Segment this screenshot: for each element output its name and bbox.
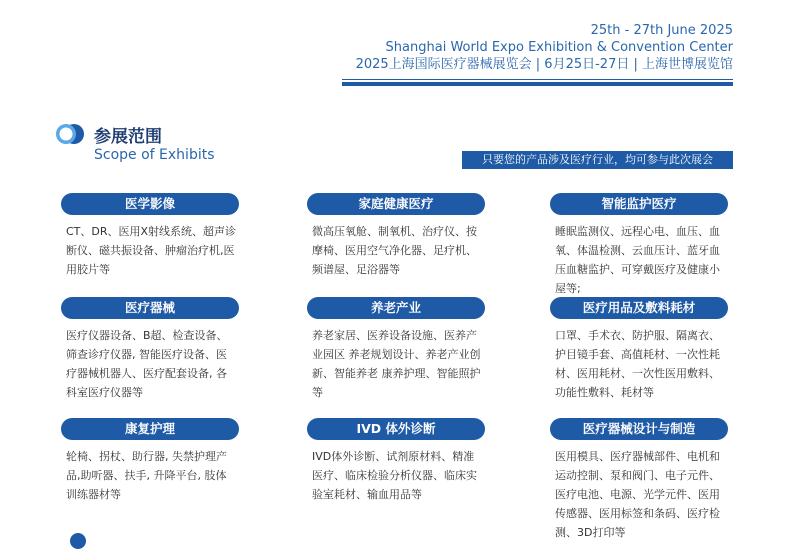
next-section-bullet-icon xyxy=(70,533,86,549)
section-bullet-icon xyxy=(54,123,86,145)
category-card xyxy=(307,418,485,504)
category-title: 医疗器械设计与制造 xyxy=(550,418,728,440)
event-venue: Shanghai World Expo Exhibition & Convention Center xyxy=(385,40,733,55)
category-card xyxy=(550,418,728,542)
category-description: 医用模具、医疗器械部件、电机和运动控制、泵和阀门、电子元件、医疗电池、电源、光学元件、医用传感器、医用标签和条码、医疗检测、3D打印等 xyxy=(555,450,720,539)
category-description: 微高压氧舱、制氧机、治疗仪、按摩椅、医用空气净化器、足疗机、频谱屋、足浴器等 xyxy=(312,225,477,276)
event-dates: 25th - 27th June 2025 xyxy=(590,23,733,38)
category-card xyxy=(61,297,239,402)
category-card xyxy=(550,193,728,298)
category-title: 养老产业 xyxy=(307,297,485,319)
section-subtitle: Scope of Exhibits xyxy=(94,147,215,163)
category-title: 医疗用品及敷料耗材 xyxy=(550,297,728,319)
category-title: 家庭健康医疗 xyxy=(307,193,485,215)
category-card xyxy=(307,297,485,402)
header-divider-thin xyxy=(342,79,733,80)
category-card xyxy=(307,193,485,279)
category-description: 睡眠监测仪、远程心电、血压、血氧、体温检测、云血压计、蓝牙血压血糖监护、可穿戴医疗及健康小屋等; xyxy=(555,225,720,295)
event-line-zh: 2025上海国际医疗器械展览会 | 6月25日-27日 | 上海世博展览馆 xyxy=(355,57,733,72)
category-description: IVD体外诊断、试剂原材料、精准医疗、临床检验分析仪器、临床实验室耗材、输血用品等 xyxy=(312,450,477,501)
category-description: 医疗仪器设备、B超、检查设备、筛查诊疗仪器, 智能医疗设备、医疗器械机器人、医疗配套设备, 各科室医疗仪器等 xyxy=(66,329,228,399)
category-title: 康复护理 xyxy=(61,418,239,440)
category-title: 医学影像 xyxy=(61,193,239,215)
category-card xyxy=(550,297,728,402)
event-header xyxy=(356,22,733,73)
category-card xyxy=(61,418,239,504)
category-description: 口罩、手术衣、防护服、隔离衣、护目镜手套、高值耗材、一次性耗材、医用耗材、一次性医用敷料、功能性敷料、耗材等 xyxy=(555,329,720,399)
header-divider-thick xyxy=(342,82,733,86)
category-card xyxy=(61,193,239,279)
category-description: CT、DR、医用X射线系统、超声诊断仪、磁共振设备、肿瘤治疗机,医用胶片等 xyxy=(66,225,237,276)
category-title: 医疗器械 xyxy=(61,297,239,319)
section-title: 参展范围 xyxy=(94,127,162,147)
category-description: 养老家居、医养设备设施、医养产业园区 养老规划设计、养老产业创新、智能养老 康养护理、智能照护等 xyxy=(312,329,481,399)
participation-banner: 只要您的产品涉及医疗行业，均可参与此次展会 xyxy=(462,151,733,169)
category-title: 智能监护医疗 xyxy=(550,193,728,215)
category-title: IVD 体外诊断 xyxy=(307,418,485,440)
category-description: 轮椅、拐杖、助行器, 失禁护理产品,助听器、扶手, 升降平台, 肢体训练器材等 xyxy=(66,450,227,501)
